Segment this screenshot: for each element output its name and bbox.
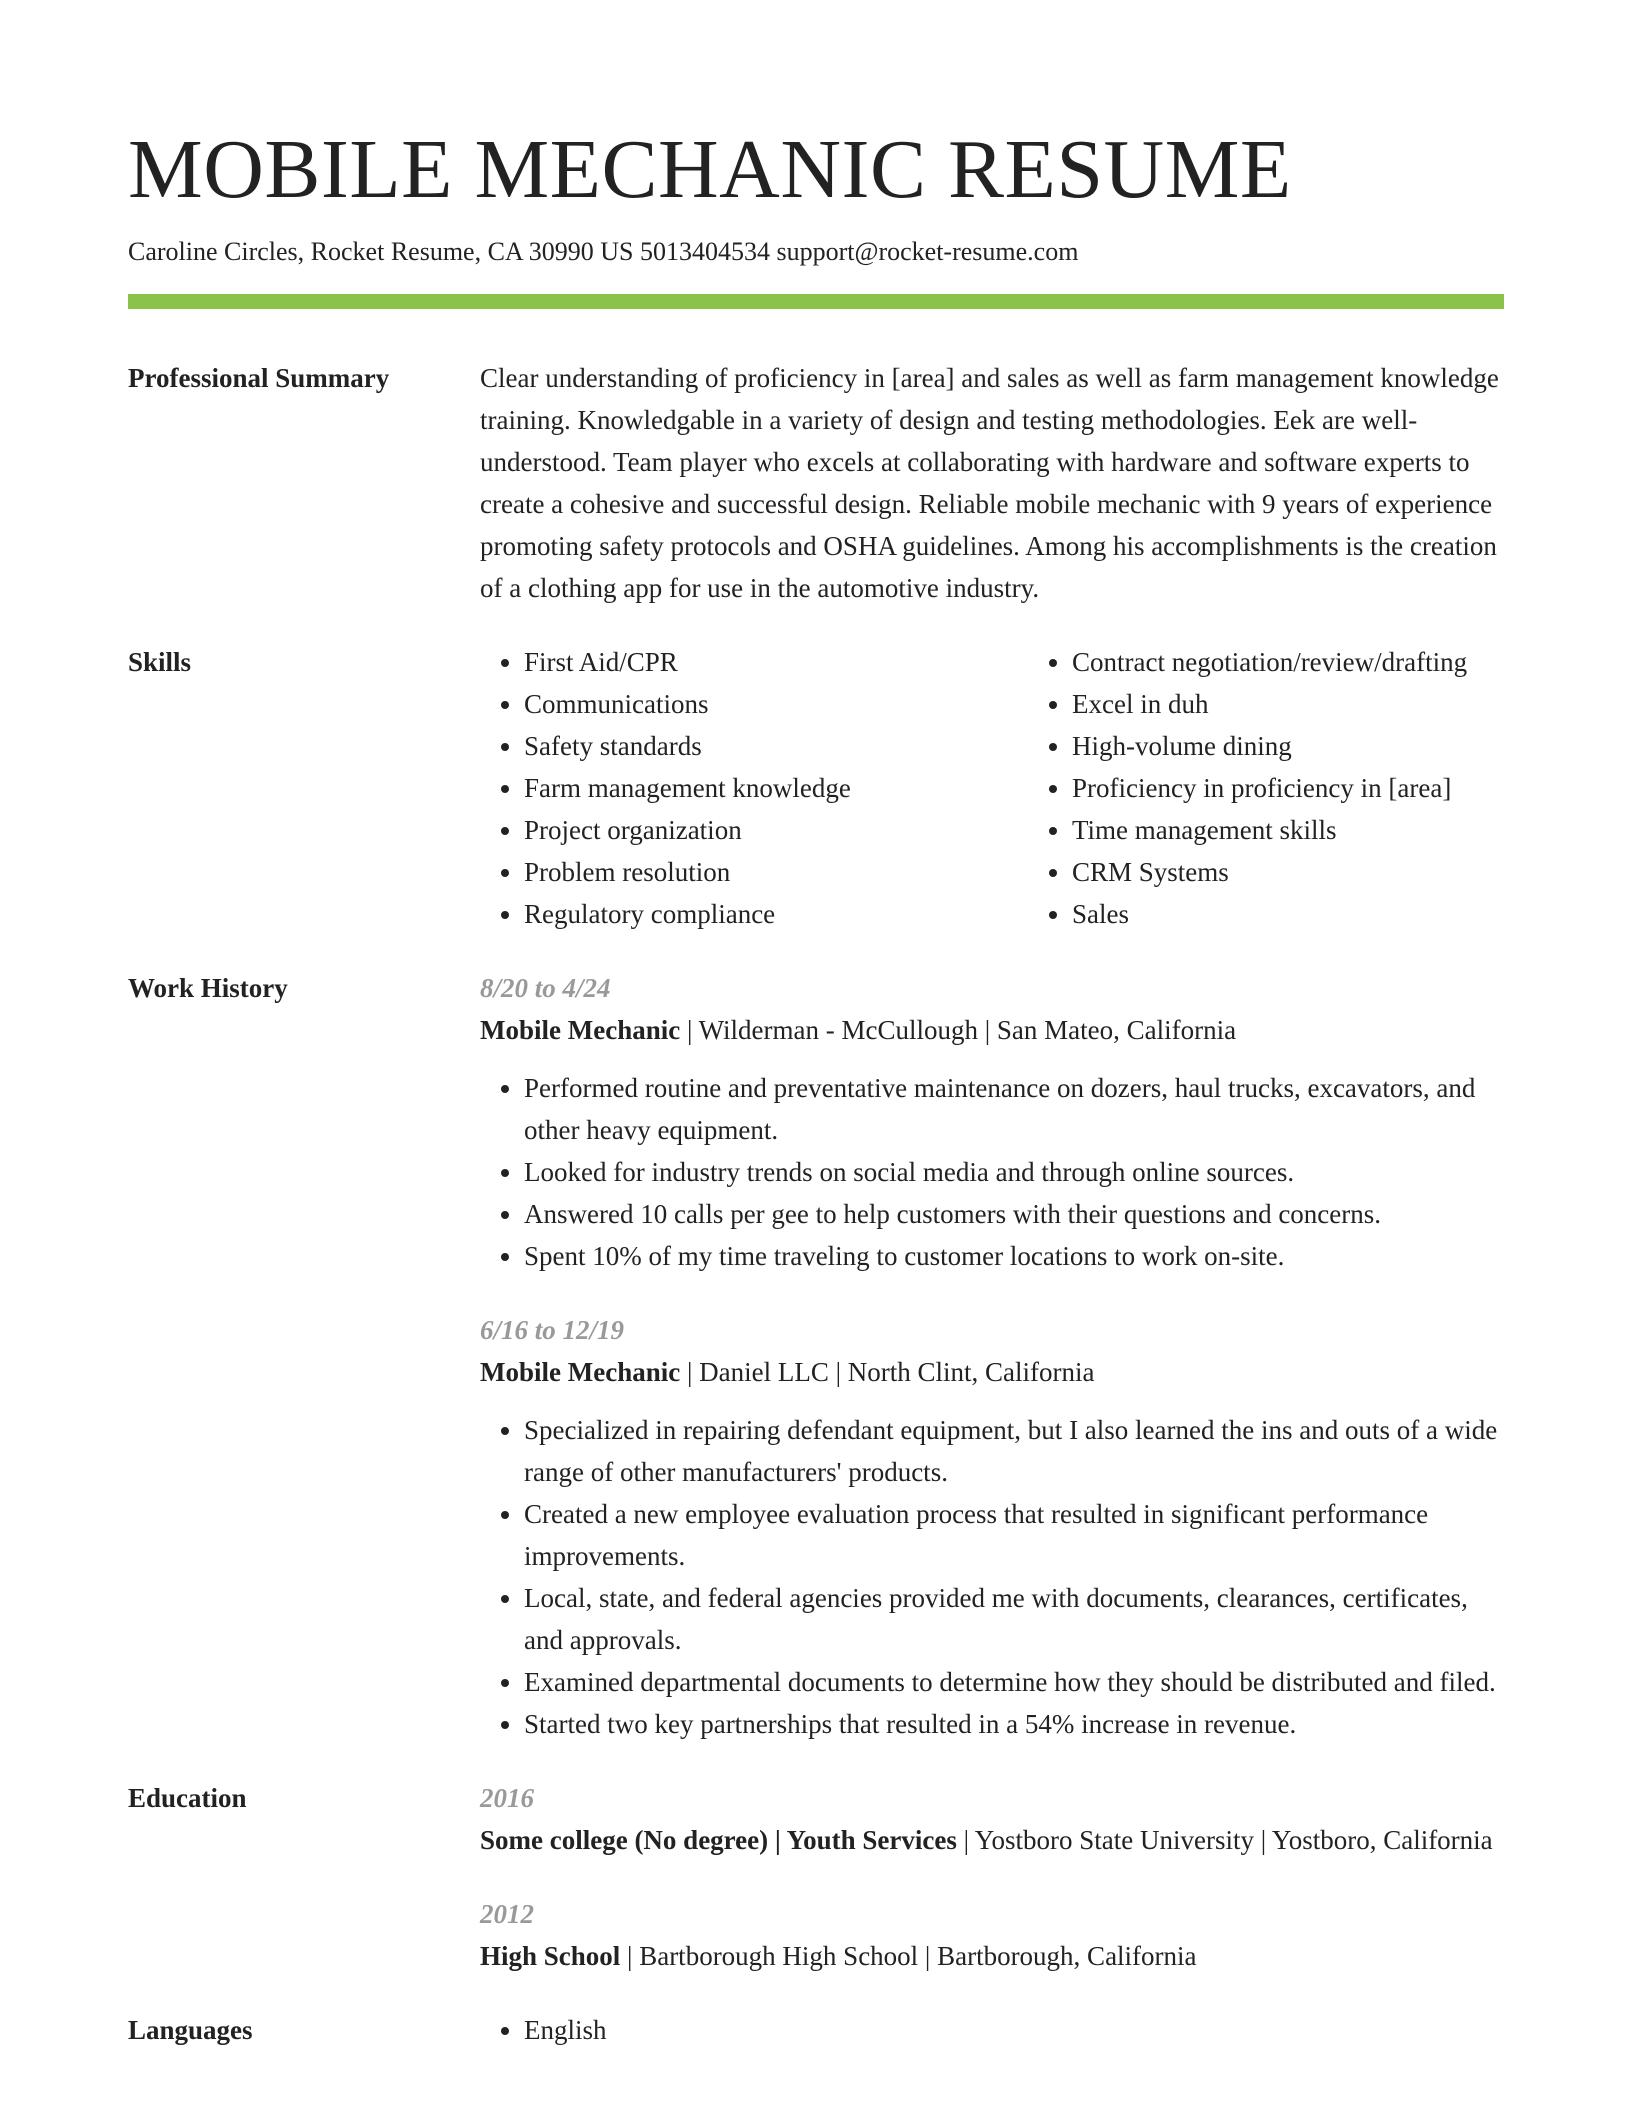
job-bullet: • Spent 10% of my time traveling to customer locations to work on-site. bbox=[524, 1235, 1504, 1277]
accent-divider bbox=[128, 294, 1504, 309]
job-dates: 6/16 to 12/19 bbox=[480, 1315, 625, 1345]
job-role: Mobile Mechanic bbox=[480, 1357, 681, 1387]
education-details: | Bartborough High School | Bartborough, California bbox=[620, 1941, 1197, 1971]
languages-list bbox=[480, 2009, 1504, 2051]
skills-list-right bbox=[1028, 641, 1576, 935]
languages-section bbox=[128, 2009, 1504, 2051]
skill-item: • Regulatory compliance bbox=[524, 893, 1028, 935]
job-bullet: • Looked for industry trends on social media and through online sources. bbox=[524, 1151, 1504, 1193]
skills-section bbox=[128, 641, 1504, 935]
job-bullet: • Started two key partnerships that resulted in a 54% increase in revenue. bbox=[524, 1703, 1504, 1745]
summary-text: Clear understanding of proficiency in [area] and sales as well as farm management knowledge training. Knowledgable in a variety of design and testing methodologies. Eek are well-understood. Team player who excels at collaborating with hardware and software experts to create a cohesive and successful design. Reliable mobile mechanic with 9 years of experience promoting safety protocols and OSHA guidelines. Among his accomplishments is the creation of a clothing app for use in the automotive industry. bbox=[480, 363, 1499, 603]
resume-title: MOBILE MECHANIC RESUME bbox=[128, 123, 1292, 216]
job-bullets bbox=[480, 1067, 1504, 1277]
skill-item: • Problem resolution bbox=[524, 851, 1028, 893]
education-year: 2016 bbox=[480, 1783, 534, 1813]
skill-item: • Sales bbox=[1072, 893, 1576, 935]
job-bullet: • Local, state, and federal agencies provided me with documents, clearances, certificates, and approvals. bbox=[524, 1577, 1504, 1661]
summary-heading: Professional Summary bbox=[128, 363, 390, 393]
job-bullet: • Examined departmental documents to determine how they should be distributed and filed. bbox=[524, 1661, 1504, 1703]
job-bullet: • Performed routine and preventative maintenance on dozers, haul trucks, excavators, and other heavy equipment. bbox=[524, 1067, 1504, 1151]
skill-item: • CRM Systems bbox=[1072, 851, 1576, 893]
education-entry bbox=[480, 1893, 1504, 1977]
skill-item: • High-volume dining bbox=[1072, 725, 1576, 767]
languages-body bbox=[480, 2009, 1504, 2051]
job-entry bbox=[480, 1309, 1504, 1745]
education-heading-line bbox=[480, 1935, 1504, 1977]
work-history-heading: Work History bbox=[128, 973, 288, 1003]
job-dates: 8/20 to 4/24 bbox=[480, 973, 611, 1003]
education-heading: Education bbox=[128, 1783, 247, 1813]
job-bullet: • Created a new employee evaluation process that resulted in significant performance improvements. bbox=[524, 1493, 1504, 1577]
education-degree: High School bbox=[480, 1941, 621, 1971]
education-entry bbox=[480, 1777, 1504, 1861]
job-heading bbox=[480, 1009, 1504, 1051]
skill-item: • Time management skills bbox=[1072, 809, 1576, 851]
education-degree: Some college (No degree) | Youth Services bbox=[480, 1825, 957, 1855]
job-role: Mobile Mechanic bbox=[480, 1015, 681, 1045]
job-entry bbox=[480, 967, 1504, 1277]
education-section bbox=[128, 1777, 1504, 1977]
languages-heading: Languages bbox=[128, 2015, 253, 2045]
skill-item: • Project organization bbox=[524, 809, 1028, 851]
job-bullet: • Specialized in repairing defendant equipment, but I also learned the ins and outs of a wide range of other manufacturers' products. bbox=[524, 1409, 1504, 1493]
language-item: • English bbox=[524, 2009, 1504, 2051]
resume-page bbox=[128, 116, 1504, 2051]
job-details: | Daniel LLC | North Clint, California bbox=[680, 1357, 1095, 1387]
contact-email: support@rocket-resume.com bbox=[776, 237, 1079, 266]
education-heading-line bbox=[480, 1819, 1504, 1861]
skill-item: • First Aid/CPR bbox=[524, 641, 1028, 683]
skills-columns bbox=[480, 641, 1576, 935]
education-details: | Yostboro State University | Yostboro, California bbox=[956, 1825, 1493, 1855]
skill-item: • Farm management knowledge bbox=[524, 767, 1028, 809]
job-bullet: • Answered 10 calls per gee to help customers with their questions and concerns. bbox=[524, 1193, 1504, 1235]
skill-item: • Proficiency in proficiency in [area] bbox=[1072, 767, 1576, 809]
work-history-body bbox=[480, 967, 1504, 1745]
summary-section bbox=[128, 357, 1504, 609]
education-body bbox=[480, 1777, 1504, 1977]
skill-item: • Contract negotiation/review/drafting bbox=[1072, 641, 1576, 683]
skills-list-left bbox=[480, 641, 1028, 935]
education-year: 2012 bbox=[480, 1899, 534, 1929]
job-details: | Wilderman - McCullough | San Mateo, California bbox=[680, 1015, 1237, 1045]
job-bullets bbox=[480, 1409, 1504, 1745]
skill-item: • Communications bbox=[524, 683, 1028, 725]
job-heading bbox=[480, 1351, 1504, 1393]
work-history-section bbox=[128, 967, 1504, 1745]
contact-line bbox=[128, 232, 1504, 272]
skills-heading: Skills bbox=[128, 647, 192, 677]
skill-item: • Safety standards bbox=[524, 725, 1028, 767]
skill-item: • Excel in duh bbox=[1072, 683, 1576, 725]
contact-address: Caroline Circles, Rocket Resume, CA 30990 US bbox=[128, 237, 634, 266]
contact-phone: 5013404534 bbox=[640, 237, 771, 266]
